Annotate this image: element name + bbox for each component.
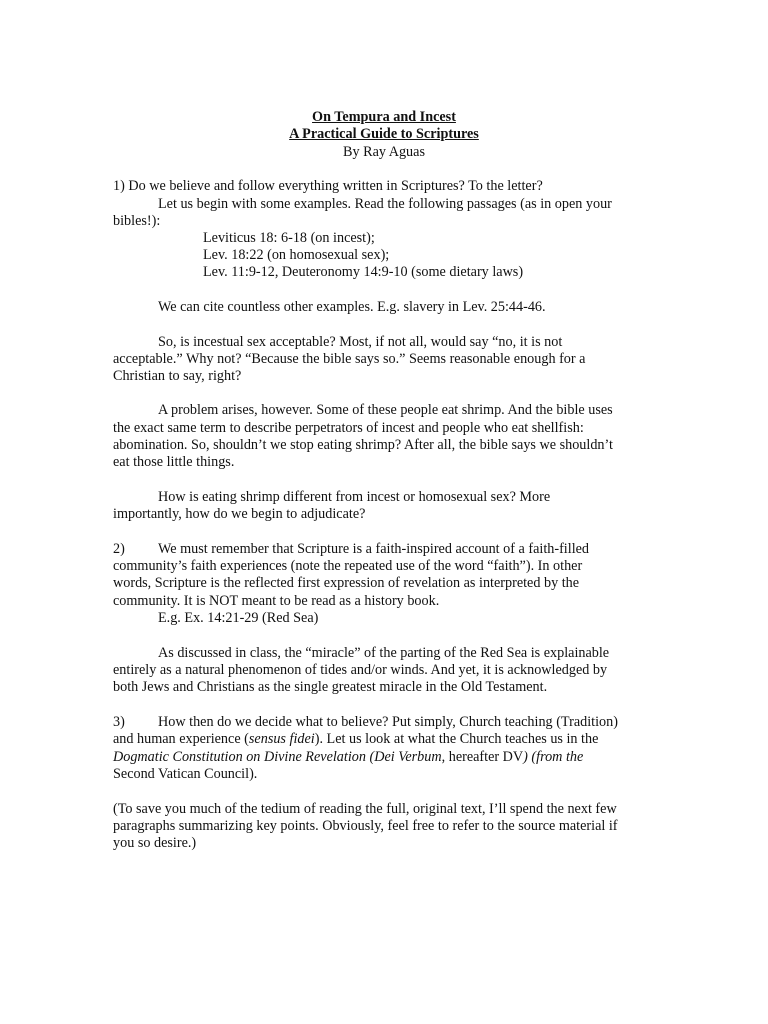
paragraph-line xyxy=(113,731,598,748)
paragraph-line: both Jews and Christians as the single greatest miracle in the Old Testament. xyxy=(113,679,548,695)
text-run: , hereafter DV xyxy=(441,749,524,765)
paragraph-line: Christian to say, right? xyxy=(113,368,242,384)
italic-title: Dogmatic Constitution on Divine Revelation (Dei Verbum xyxy=(113,749,442,765)
passage-item: Lev. 18:22 (on homosexual sex); xyxy=(203,247,390,263)
paragraph-line: We can cite countless other examples. E.g. slavery in Lev. 25:44-46. xyxy=(158,299,546,315)
paragraph-line: the exact same term to describe perpetrators of incest and people who eat shellfish: xyxy=(113,420,584,436)
paragraph-line: How then do we decide what to believe? Put simply, Church teaching (Tradition) xyxy=(158,714,618,730)
paragraph-line: eat those little things. xyxy=(113,454,235,470)
paragraph-line: We must remember that Scripture is a faith-inspired account of a faith-filled xyxy=(158,541,590,557)
passage-item: Leviticus 18: 6-18 (on incest); xyxy=(203,230,375,246)
italic-paren: ) (from the xyxy=(523,749,584,765)
note-line: (To save you much of the tedium of reading the full, original text, I’ll spend the next few xyxy=(113,801,617,817)
note-line: paragraphs summarizing key points. Obviously, feel free to refer to the source material if xyxy=(113,818,618,834)
paragraph-line: words, Scripture is the reflected first expression of revelation as interpreted by the xyxy=(113,575,580,591)
section2-number: 2) xyxy=(113,541,125,557)
document-title: On Tempura and Incest xyxy=(312,109,456,125)
paragraph-line: Second Vatican Council). xyxy=(113,766,258,782)
section1-intro-line: bibles!): xyxy=(113,213,161,229)
passage-item: Lev. 11:9-12, Deuteronomy 14:9-10 (some dietary laws) xyxy=(203,264,524,280)
paragraph-line: So, is incestual sex acceptable? Most, if not all, would say “no, it is not xyxy=(158,334,563,350)
paragraph-line: acceptable.” Why not? “Because the bible says so.” Seems reasonable enough for a xyxy=(113,351,586,367)
text-run: ). Let us look at what the Church teaches us in the xyxy=(314,731,599,747)
document-subtitle: A Practical Guide to Scriptures xyxy=(289,126,479,142)
text-run: and human experience ( xyxy=(113,731,249,747)
italic-term: sensus fidei xyxy=(248,731,315,747)
example-reference: E.g. Ex. 14:21-29 (Red Sea) xyxy=(158,610,319,626)
document-byline: By Ray Aguas xyxy=(343,144,425,160)
paragraph-line: How is eating shrimp different from incest or homosexual sex? More xyxy=(158,489,551,505)
paragraph-line: community’s faith experiences (note the repeated use of the word “faith”). In other xyxy=(113,558,583,574)
paragraph-line: community. It is NOT meant to be read as a history book. xyxy=(113,593,440,609)
paragraph-line: As discussed in class, the “miracle” of the parting of the Red Sea is explainable xyxy=(158,645,610,661)
paragraph-line xyxy=(113,749,583,766)
note-line: you so desire.) xyxy=(113,835,197,851)
section1-intro-line: Let us begin with some examples. Read the following passages (as in open your xyxy=(158,196,612,212)
section1-question: 1) Do we believe and follow everything written in Scriptures? To the letter? xyxy=(113,178,543,194)
paragraph-line: importantly, how do we begin to adjudicate? xyxy=(113,506,366,522)
paragraph-line: entirely as a natural phenomenon of tides and/or winds. And yet, it is acknowledged by xyxy=(113,662,608,678)
paragraph-line: A problem arises, however. Some of these people eat shrimp. And the bible uses xyxy=(158,402,613,418)
section3-number: 3) xyxy=(113,714,125,730)
paragraph-line: abomination. So, shouldn’t we stop eating shrimp? After all, the bible says we shouldn’t xyxy=(113,437,613,453)
